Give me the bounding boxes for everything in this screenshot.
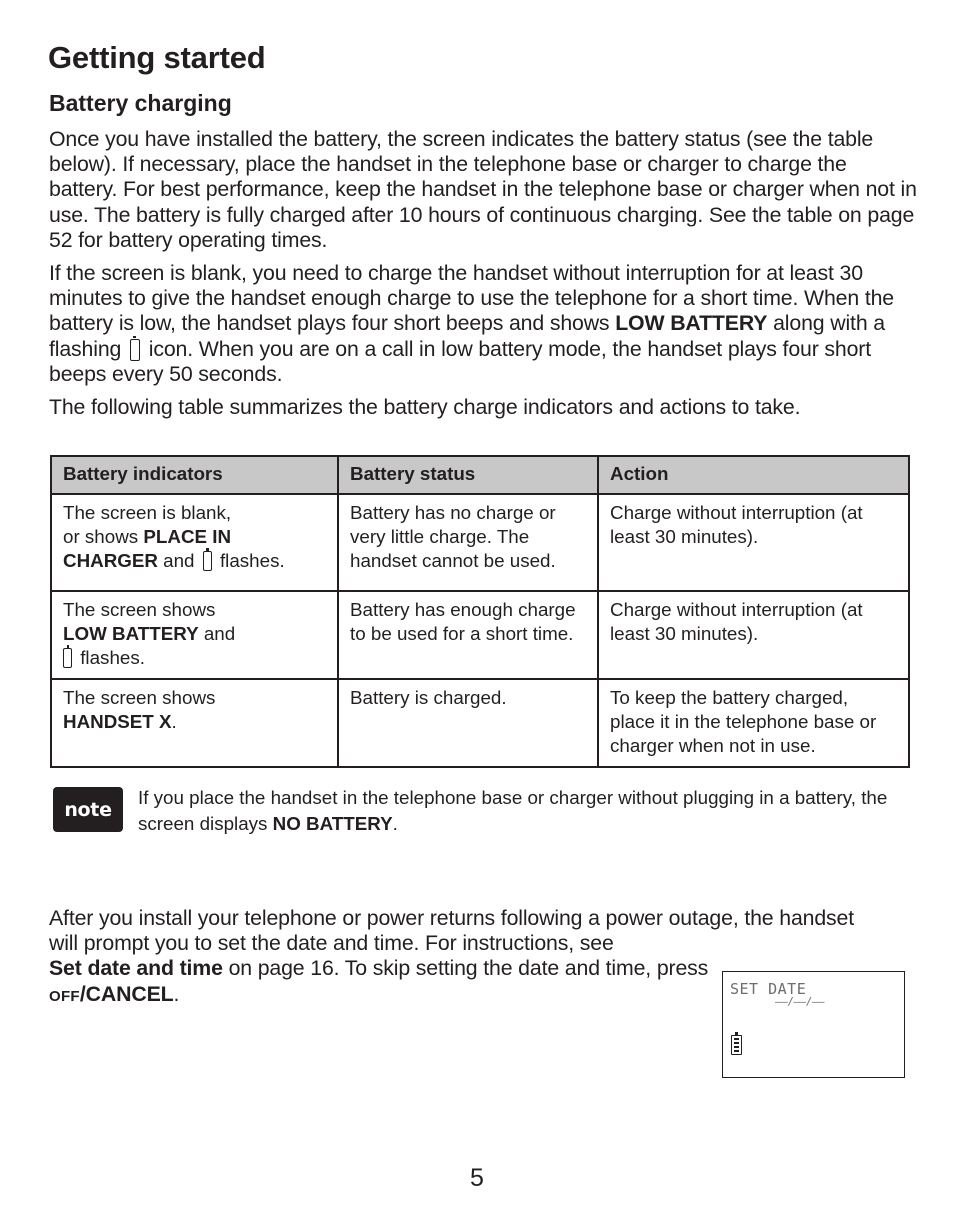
indicator-cell [51,494,338,591]
intro-paragraph [49,127,919,253]
battery-icon [203,551,212,571]
datetime-text-b: on page 16. To skip setting the date and time, press [222,956,709,981]
indicator-text: The screen is blank, [63,502,232,523]
table-intro-paragraph [49,395,919,420]
note-text [138,785,898,837]
low-battery-text-a: If the screen is blank, you need to charge the handset without interruption for at least 30 minutes to give the handset enough charge to use the telephone for a short time. When the battery is low, the handset plays four short beeps and shows [49,261,894,336]
off-key-label: OFF [49,987,80,1005]
indicator-text: . [171,711,177,732]
note-text-b: . [392,813,398,834]
section-heading: Battery charging [49,90,232,116]
battery-icon [63,648,72,668]
note-badge: note [53,787,123,832]
action-cell: Charge without interruption (at least 30 minutes). [598,494,909,591]
note-text-a: If you place the handset in the telephone base or charger without plugging in a battery, the screen displays [138,787,888,834]
battery-indicator-table [50,455,910,768]
indicator-text: and [198,623,236,644]
table-header-status: Battery status [338,456,598,494]
indicator-cell [51,591,338,679]
page-number: 5 [470,1164,484,1192]
indicator-term: LOW BATTERY [63,623,199,644]
indicator-cell [51,679,338,767]
indicator-text: or shows [63,526,144,547]
table-header-indicators: Battery indicators [51,456,338,494]
action-cell: Charge without interruption (at least 30 minutes). [598,591,909,679]
indicator-term: HANDSET X [63,711,172,732]
indicator-text: and [157,550,200,571]
page-title: Getting started [48,40,266,75]
note-term: NO BATTERY [272,813,393,834]
screen-date-placeholder: ——/——/—— [775,995,824,1008]
low-battery-paragraph [49,261,919,387]
indicator-term: PLACE IN CHARGER [63,526,232,571]
table-row [51,591,909,679]
cancel-key-label: /CANCEL [79,981,174,1006]
low-battery-term: LOW BATTERY [615,311,768,336]
datetime-text-c: . [173,981,180,1006]
table-intro-text: The following table summarizes the battery charge indicators and actions to take. [49,395,801,419]
intro-text: Once you have installed the battery, the screen indicates the battery status (see the table below). If necessary, place the handset in the telephone base or charger to charge the battery. For best performance, keep the handset in the telephone base or charger when not in use. The battery is fully charged after 10 hours of continuous charging. See the table on page 52 for battery operating times. [49,127,917,252]
status-cell: Battery has enough charge to be used for a short time. [338,591,598,679]
table-header-action: Action [598,456,909,494]
indicator-text: The screen shows [63,599,216,620]
indicator-text: flashes. [214,550,285,571]
table-header-row [51,456,909,494]
table-row [51,494,909,591]
datetime-text-a: After you install your telephone or power returns following a power outage, the handset will prompt you to set the date and time. For instructions, see [49,906,855,956]
low-battery-text-c: icon. When you are on a call in low battery mode, the handset plays four short beeps every 50 seconds. [49,336,872,386]
indicator-text: flashes. [75,647,145,668]
battery-icon [130,339,140,361]
screen-set-date-label: SET DATE [730,980,807,998]
status-cell: Battery has no charge or very little charge. The handset cannot be used. [338,494,598,591]
set-date-time-reference: Set date and time [49,956,223,981]
handset-screen-illustration [722,971,905,1078]
action-cell: To keep the battery charged, place it in the telephone base or charger when not in use. [598,679,909,767]
status-cell: Battery is charged. [338,679,598,767]
table-row [51,679,909,767]
indicator-text: The screen shows [63,687,216,708]
low-battery-text-b: along with a flashing [49,311,885,361]
battery-icon [731,1035,742,1055]
